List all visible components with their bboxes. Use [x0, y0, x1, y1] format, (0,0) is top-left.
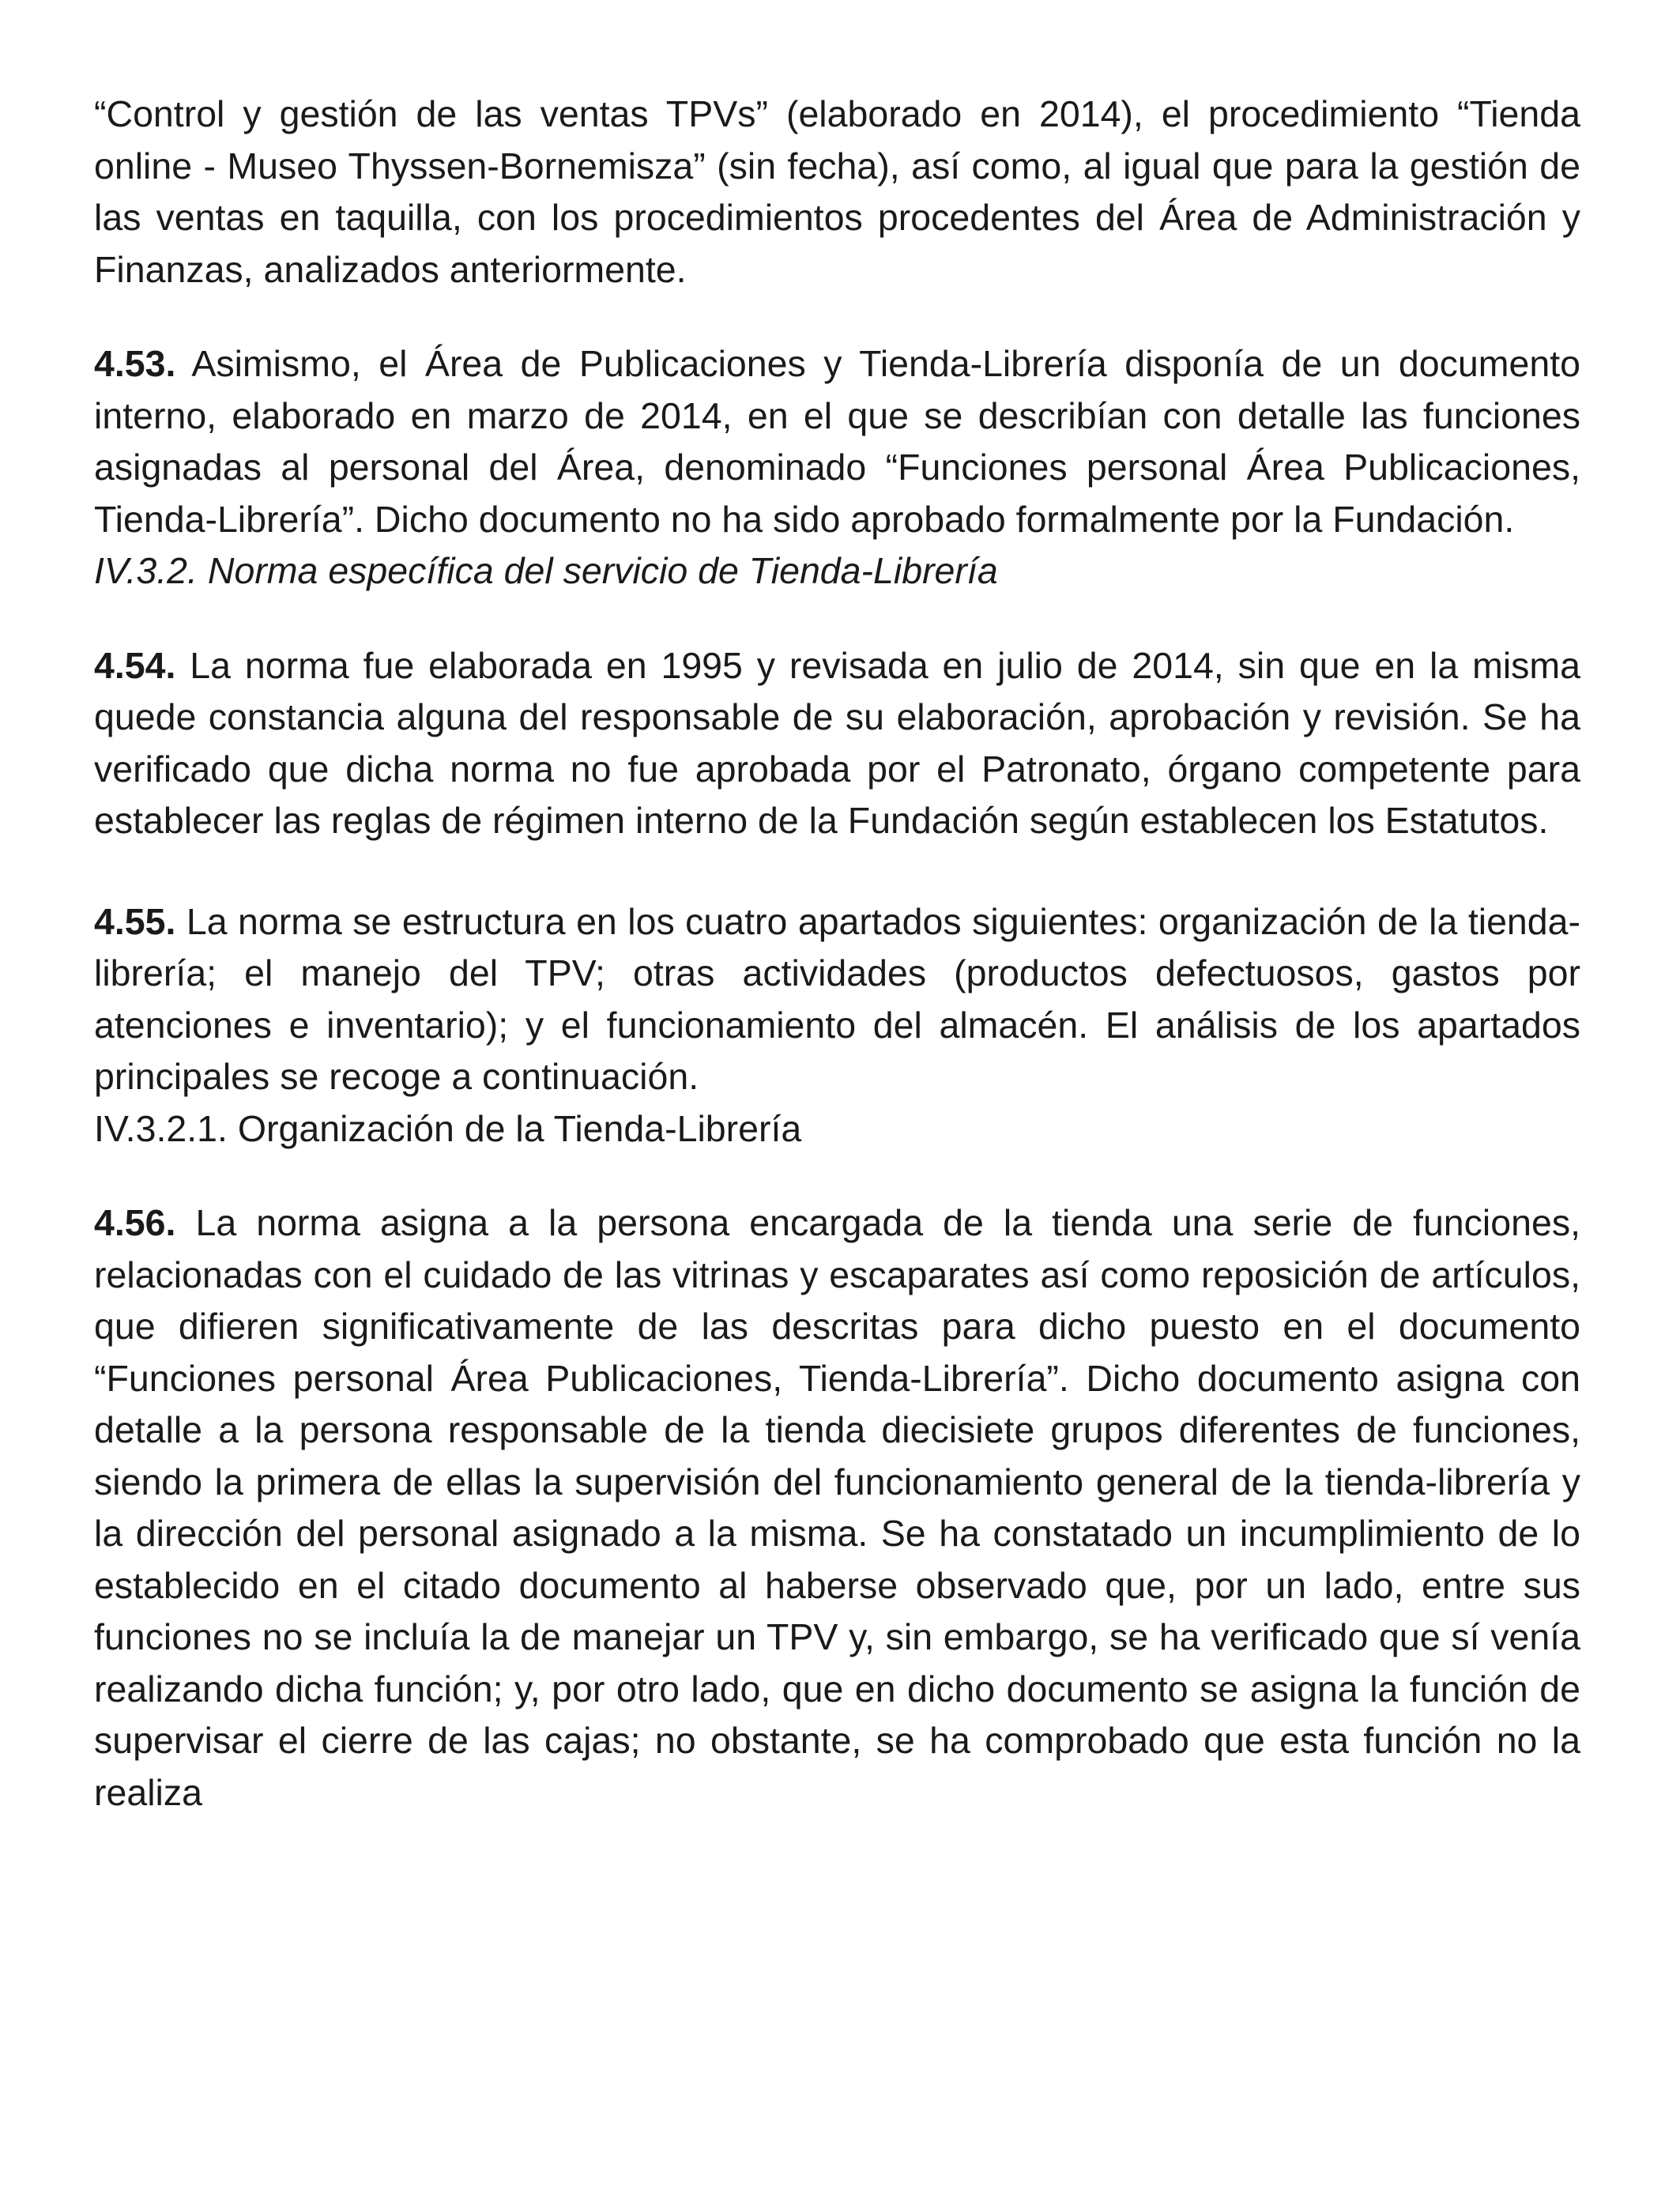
intro-paragraph: “Control y gestión de las ventas TPVs” (elaborado en 2014), el procedimiento “Tienda online - Museo Thyssen-Bornemisza” (sin fecha), así como, al igual que para la gestión de las ventas en taquilla, con los procedimientos procedentes del Área de Administración y Finanzas, analizados anteriormente. — [94, 93, 1580, 290]
subsection-heading: IV.3.2.1. Organización de la Tienda-Librería — [94, 1107, 802, 1149]
paragraph-text: La norma se estructura en los cuatro apartados siguientes: organización de la tienda-librería; el manejo del TPV; otras actividades (productos defectuosos, gastos por atenciones e inventario); y el funcionamiento del almacén. El análisis de los apartados principales se recoge a continuación. — [94, 900, 1580, 1097]
paragraph-4-56 — [94, 1197, 1580, 1819]
paragraph-text: La norma asigna a la persona encargada de la tienda una serie de funciones, relacionadas con el cuidado de las vitrinas y escaparates así como reposición de artículos, que difieren significativamente de las descritas para dicho puesto en el documento “Funciones personal Área Publicaciones, Tienda-Librería”. Dicho documento asigna con detalle a la persona responsable de la tienda diecisiete grupos diferentes de funciones, siendo la primera de ellas la supervisión del funcionamiento general de la tienda-librería y la dirección del personal asignado a la misma. Se ha constatado un incumplimiento de lo establecido en el citado documento al haberse observado que, por un lado, entre sus funciones no se incluía la de manejar un TPV y, sin embargo, se ha verificado que sí venía realizando dicha función; y, por otro lado, que en dicho documento se asigna la función de supervisar el cierre de las cajas; no obstante, se ha comprobado que esta función no la realiza — [94, 1202, 1580, 1813]
section-heading: IV.3.2. Norma específica del servicio de Tienda-Librería — [94, 550, 998, 591]
paragraph-number: 4.55. — [94, 900, 176, 942]
paragraph-number: 4.56. — [94, 1202, 176, 1243]
paragraph-number: 4.53. — [94, 343, 176, 384]
paragraph-4-55 — [94, 896, 1580, 1103]
paragraph-text: La norma fue elaborada en 1995 y revisada en julio de 2014, sin que en la misma quede constancia alguna del responsable de su elaboración, aprobación y revisión. Se ha verificado que dicha norma no fue aprobada por el Patronato, órgano competente para establecer las reglas de régimen interno de la Fundación según establecen los Estatutos. — [94, 644, 1580, 841]
paragraph-4-53 — [94, 338, 1580, 545]
paragraph-4-54 — [94, 640, 1580, 847]
paragraph-number: 4.54. — [94, 644, 176, 686]
paragraph-text: Asimismo, el Área de Publicaciones y Tienda-Librería disponía de un documento interno, elaborado en marzo de 2014, en el que se describían con detalle las funciones asignadas al personal del Área, denominado “Funciones personal Área Publicaciones, Tienda-Librería”. Dicho documento no ha sido aprobado formalmente por la Fundación. — [94, 343, 1580, 540]
document-page — [94, 89, 1580, 1819]
